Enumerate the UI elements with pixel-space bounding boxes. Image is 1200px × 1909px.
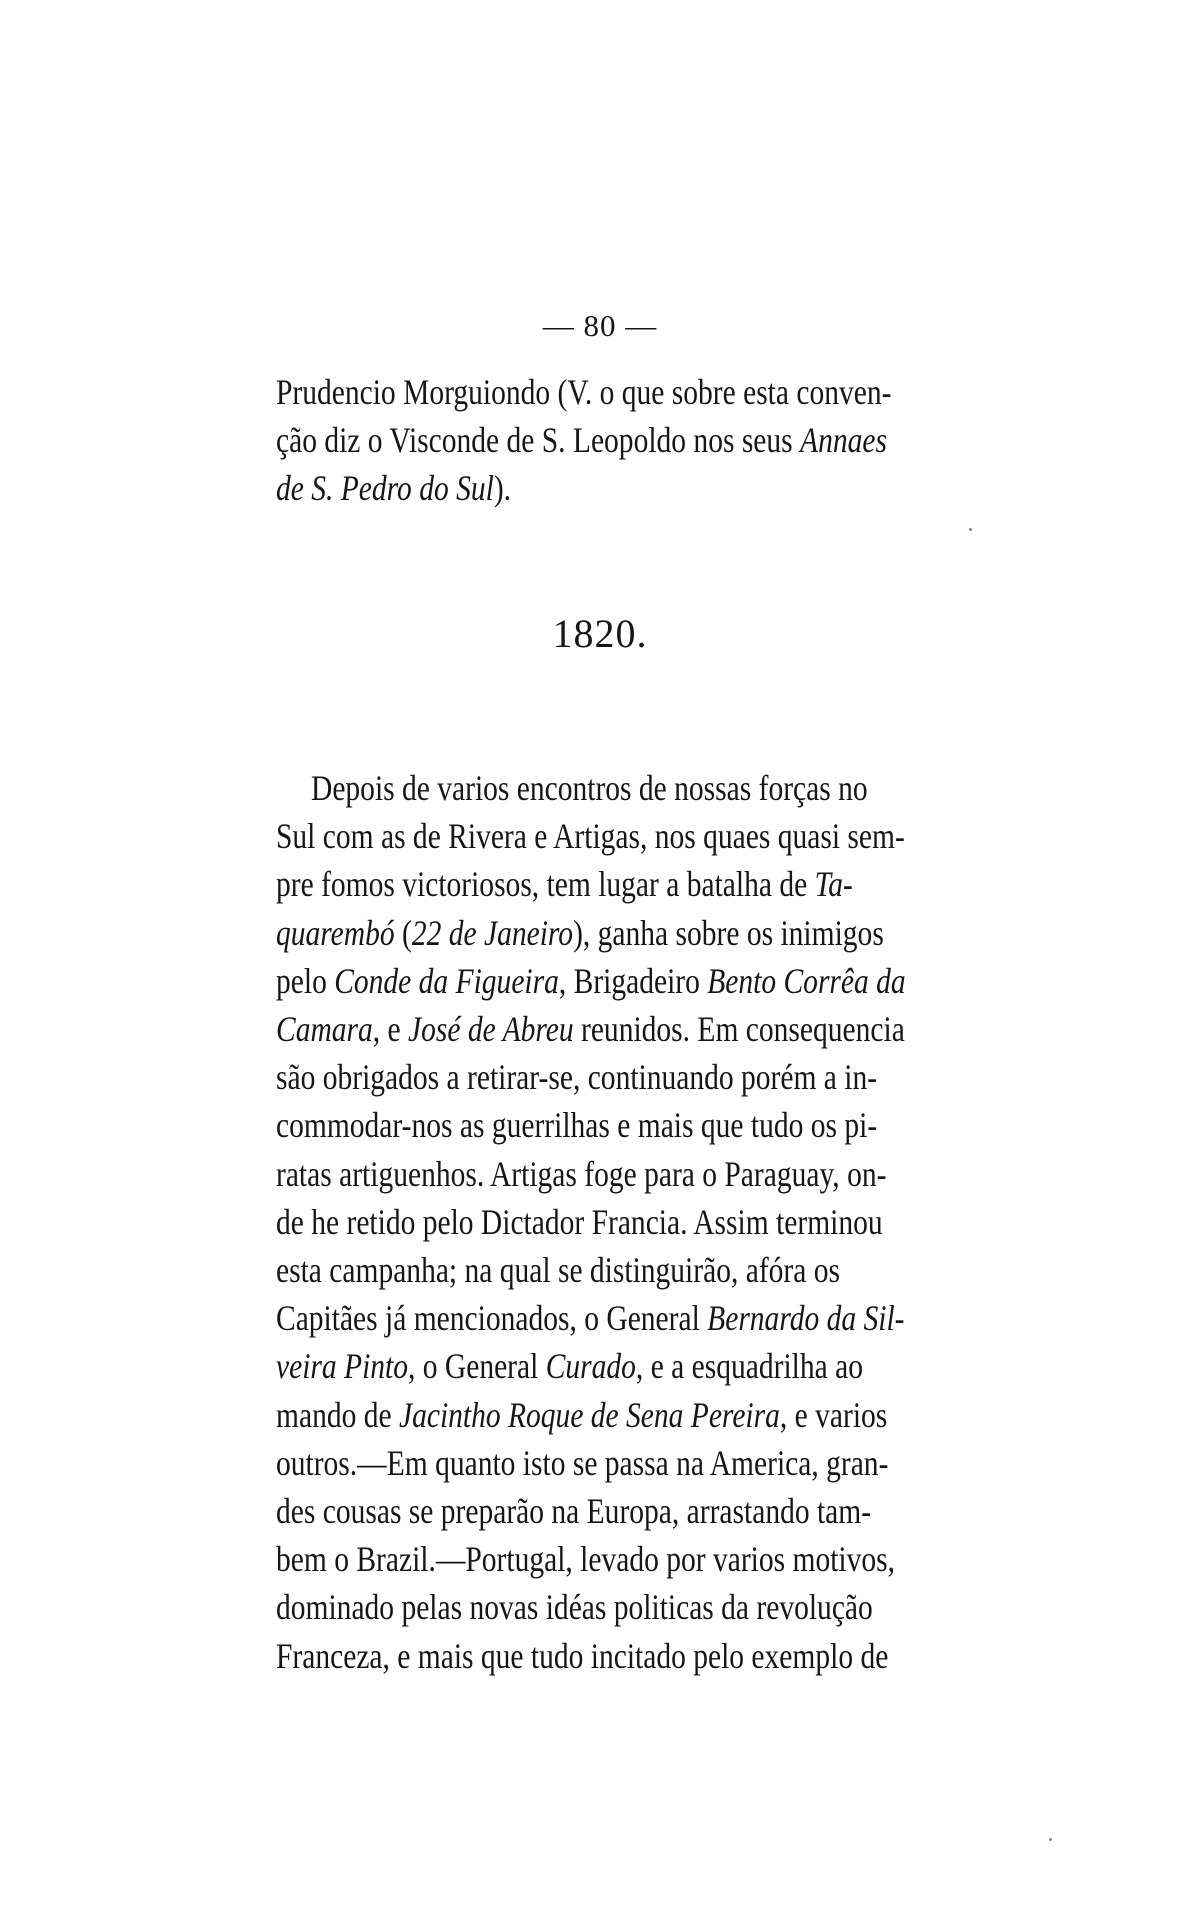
text-run: Depois de varios encontros de nossas forças no — [311, 768, 868, 808]
italic-run: Bernardo da Sil- — [707, 1298, 905, 1338]
italic-run: Conde da Figueira — [334, 961, 559, 1001]
italic-run: veira Pinto — [276, 1346, 408, 1386]
text-line-content — [276, 372, 891, 412]
text-line — [276, 468, 823, 508]
italic-run: quarembó — [276, 913, 395, 953]
text-line-content — [276, 1298, 905, 1338]
text-line — [276, 372, 892, 412]
text-line — [276, 816, 905, 856]
text-run: commodar-nos as guerrilhas e mais que tudo os pi- — [276, 1105, 878, 1145]
text-run: des cousas se preparão na Europa, arrastando tam- — [276, 1491, 872, 1531]
italic-run: José de Abreu — [408, 1009, 574, 1049]
text-run: Capitães já mencionados, o General — [276, 1298, 708, 1338]
text-line — [276, 1105, 878, 1145]
text-line — [276, 1539, 895, 1579]
text-line — [276, 1202, 883, 1242]
text-run: são obrigados a retirar-se, continuando porém a in- — [276, 1057, 878, 1097]
text-line-content — [276, 1009, 905, 1049]
text-line — [276, 961, 906, 1001]
text-run: , o General — [407, 1346, 546, 1386]
text-line — [311, 768, 943, 808]
text-line-content — [276, 1154, 886, 1194]
text-line-content — [276, 816, 905, 856]
text-run: outros.—Em quanto isto se passa na America, gran- — [276, 1443, 889, 1483]
page-number: — 80 — — [542, 308, 658, 343]
text-run: Sul com as de Rivera e Artigas, nos quaes quasi sem- — [276, 816, 905, 856]
text-line-content — [276, 1491, 871, 1531]
text-run: ). — [493, 468, 512, 508]
text-run: dominado pelas novas idéas politicas da revolução — [276, 1587, 873, 1627]
section-year-heading: 1820. — [552, 611, 648, 656]
text-line-content — [276, 1587, 873, 1627]
text-line — [276, 913, 884, 953]
text-line-content — [276, 1057, 877, 1097]
text-line-content — [276, 1539, 895, 1579]
text-run: mando de — [276, 1395, 399, 1435]
text-line — [276, 1009, 905, 1049]
text-run: , e a esquadrilha ao — [635, 1346, 863, 1386]
text-run: reunidos. Em consequencia — [573, 1009, 905, 1049]
text-line — [276, 1346, 863, 1386]
text-line-content — [276, 1202, 883, 1242]
italic-run: Bento Corrêa da — [707, 961, 906, 1001]
text-run: esta campanha; na qual se distinguirão, afóra os — [276, 1250, 840, 1290]
text-run: ), ganha sobre os inimigos — [573, 913, 884, 953]
text-run: , e — [372, 1009, 409, 1049]
text-line-content — [276, 1250, 840, 1290]
italic-run: 22 de Janeiro — [411, 913, 574, 953]
text-line — [276, 1395, 888, 1435]
text-line — [276, 420, 887, 460]
text-line — [276, 1491, 872, 1531]
text-line-content — [276, 1346, 863, 1386]
text-run: , e varios — [779, 1395, 888, 1435]
text-line-content — [276, 961, 906, 1001]
text-line — [276, 1298, 905, 1338]
italic-run: de S. Pedro do Sul — [276, 468, 494, 508]
text-run: ratas artiguenhos. Artigas foge para o Paraguay, on- — [276, 1154, 887, 1194]
text-run: ção diz o Visconde de S. Leopoldo nos seus — [276, 420, 801, 460]
text-line-content — [311, 768, 868, 808]
text-line — [276, 1443, 889, 1483]
text-line-content — [276, 420, 887, 460]
text-line-content — [276, 468, 511, 508]
text-run: ( — [394, 913, 412, 953]
text-run: , Brigadeiro — [558, 961, 708, 1001]
paper-speck — [1049, 1838, 1052, 1841]
text-run: Prudencio Morguiondo (V. o que sobre esta conven- — [276, 372, 892, 412]
text-run: de he retido pelo Dictador Francia. Assim terminou — [276, 1202, 883, 1242]
text-run: Franceza, e mais que tudo incitado pelo exemplo de — [276, 1636, 889, 1676]
italic-run: Ta- — [814, 864, 853, 904]
text-line-content — [276, 1443, 888, 1483]
italic-run: Curado — [545, 1346, 636, 1386]
text-run: pelo — [276, 961, 335, 1001]
text-line-content — [276, 1636, 888, 1676]
text-line — [276, 1250, 840, 1290]
text-line — [276, 1636, 889, 1676]
italic-run: Camara — [276, 1009, 373, 1049]
text-line — [276, 1587, 873, 1627]
text-run: pre fomos victoriosos, tem lugar a batalha de — [276, 864, 815, 904]
text-line-content — [276, 1105, 877, 1145]
text-line — [276, 1154, 887, 1194]
text-line-content — [276, 1395, 887, 1435]
italic-run: Jacintho Roque de Sena Pereira — [398, 1395, 780, 1435]
text-line-content — [276, 864, 853, 904]
text-run: bem o Brazil.—Portugal, levado por varios motivos, — [276, 1539, 895, 1579]
text-line-content — [276, 913, 884, 953]
paper-speck — [969, 528, 972, 531]
text-line — [276, 864, 853, 904]
text-line — [276, 1057, 878, 1097]
italic-run: Annaes — [800, 420, 887, 460]
